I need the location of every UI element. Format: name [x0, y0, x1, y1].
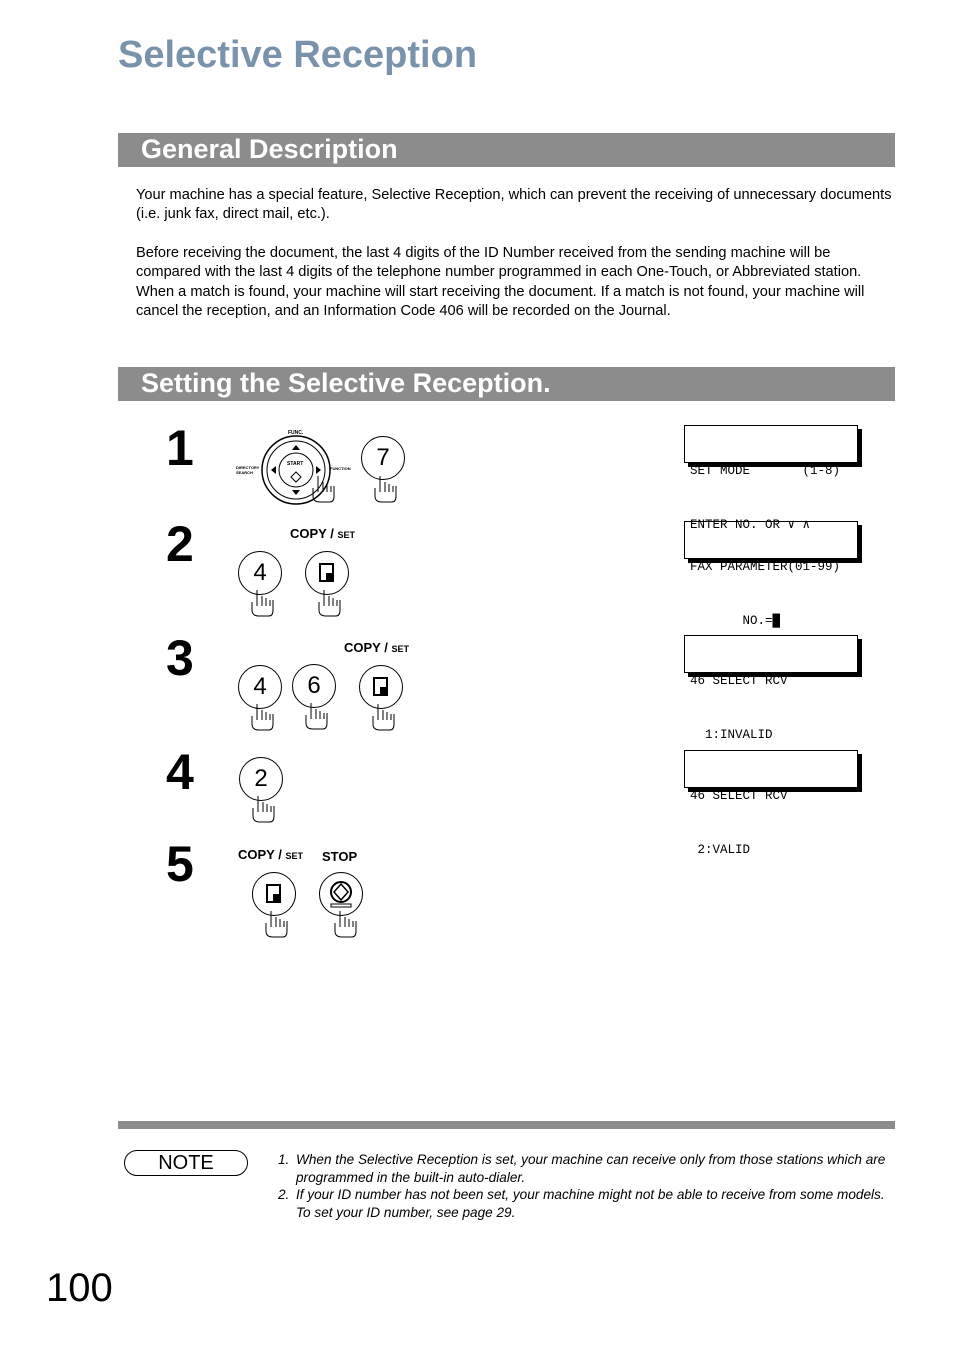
key-4-button[interactable]: 4: [238, 665, 282, 709]
note-label: NOTE: [124, 1150, 248, 1176]
lcd-line: 1:INVALID: [690, 728, 773, 742]
set-label: SET: [285, 851, 303, 861]
lcd-line: 46 SELECT RCV: [690, 789, 788, 803]
lcd-line: NO.=█: [690, 614, 781, 628]
pointing-finger-icon: [372, 476, 398, 504]
key-6-button[interactable]: 6: [292, 664, 336, 708]
nav-label-center: START: [287, 461, 304, 467]
pointing-finger-icon: [249, 590, 275, 618]
pointing-finger-icon: [249, 704, 275, 732]
section-heading-setting: Setting the Selective Reception.: [118, 367, 895, 401]
step-number-5: 5: [166, 836, 194, 892]
pointing-finger-icon: [250, 796, 276, 824]
lcd-line: ENTER NO. OR ∨ ∧: [690, 518, 811, 532]
general-paragraph-2: Before receiving the document, the last 4 digits of the ID Number received from the sending machine will be compared with the last 4 digits of the telephone number programmed in each One-Touch, or Abbreviated station. When a match is found, your machine will start receiving the document. If a match is not found, your machine will cancel the reception, and an Information Code 406 will be recorded on the Journal.: [136, 245, 865, 320]
step-number-4: 4: [166, 744, 194, 800]
pointing-finger-icon: [332, 911, 358, 939]
note-item-text: When the Selective Reception is set, your machine can receive only from those stations which are programmed in the built-in auto-dialer.: [296, 1152, 886, 1185]
copy-set-label: [238, 847, 303, 862]
copy-label: COPY /: [344, 640, 388, 655]
copy-set-label: [344, 640, 409, 655]
pointing-finger-icon: [303, 703, 329, 731]
pointing-finger-icon: [316, 590, 342, 618]
lcd-line: 46 SELECT RCV: [690, 674, 788, 688]
page-title: Selective Reception: [118, 34, 478, 76]
lcd-display-step-3: [684, 635, 858, 742]
pointing-finger-icon: [310, 476, 336, 504]
stop-icon: [319, 872, 363, 916]
pointing-finger-icon: [370, 704, 396, 732]
note-divider: [118, 1121, 895, 1129]
general-paragraph-1: Your machine has a special feature, Selective Reception, which can prevent the receiving of unnecessary documents (i.e. junk fax, direct mail, etc.).: [136, 187, 892, 223]
note-item-extra: To set your ID number, see page 29.: [296, 1204, 516, 1220]
note-item-number: 1.: [278, 1152, 290, 1167]
copy-set-button[interactable]: [252, 872, 296, 916]
note-item: [278, 1151, 898, 1186]
set-label: SET: [337, 530, 355, 540]
key-2-button[interactable]: 2: [239, 757, 283, 801]
step-number-3: 3: [166, 630, 194, 686]
copy-set-button[interactable]: [305, 551, 349, 595]
key-4-button[interactable]: 4: [238, 551, 282, 595]
note-item-number: 2.: [278, 1187, 290, 1202]
nav-label-left: DIRECTORY SEARCH: [236, 465, 260, 475]
section-heading-general: General Description: [118, 133, 895, 167]
note-item-text: If your ID number has not been set, your machine might not be able to receive from some models.: [296, 1187, 885, 1202]
copy-icon: [305, 551, 349, 595]
copy-label: COPY /: [290, 526, 334, 541]
note-list: [278, 1151, 898, 1221]
lcd-display-step-2: [684, 521, 858, 628]
copy-set-label: [290, 526, 355, 541]
copy-icon: [359, 665, 403, 709]
stop-button[interactable]: [319, 872, 363, 916]
step-number-2: 2: [166, 516, 194, 572]
lcd-display-step-1: [684, 425, 858, 532]
lcd-line: FAX PARAMETER(01-99): [690, 560, 841, 574]
lcd-line: SET MODE (1-8): [690, 464, 841, 478]
note-item: [278, 1186, 898, 1221]
nav-label-right: FUNCTION: [330, 466, 351, 471]
nav-label-top: FUNC.: [288, 430, 304, 436]
set-label: SET: [391, 644, 409, 654]
step-number-1: 1: [166, 420, 194, 476]
lcd-display-step-4: [684, 750, 858, 857]
navigation-dial[interactable]: [236, 428, 356, 508]
stop-label: STOP: [322, 849, 358, 864]
copy-icon: [252, 872, 296, 916]
pointing-finger-icon: [263, 911, 289, 939]
copy-set-button[interactable]: [359, 665, 403, 709]
lcd-line: 2:VALID: [690, 843, 751, 857]
key-7-button[interactable]: 7: [361, 436, 405, 480]
page-number: 100: [46, 1266, 113, 1310]
copy-label: COPY /: [238, 847, 282, 862]
